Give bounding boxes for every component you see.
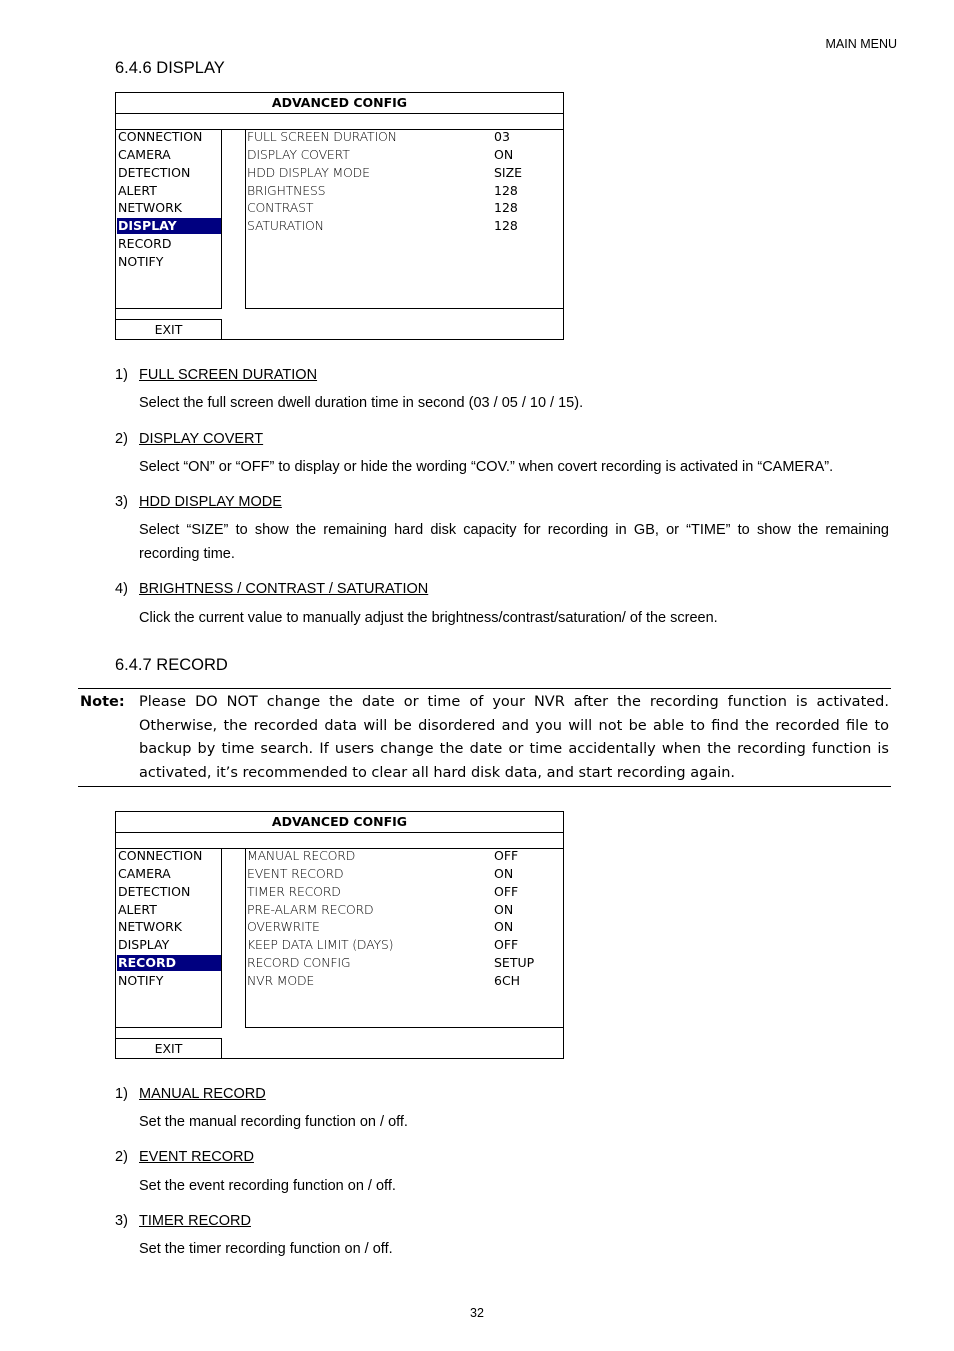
item-description: Select “SIZE” to show the remaining hard disk capacity for recording in GB, or “TIME” to show the remaining recording time. [139, 522, 889, 562]
menu-item-record[interactable]: RECORD [117, 955, 221, 971]
section-title-display: 6.4.6 DISPLAY [115, 59, 225, 77]
item-title: TIMER RECORD [139, 1213, 251, 1229]
config-menu [116, 129, 222, 309]
item-number: 2) [115, 431, 128, 447]
item-title: FULL SCREEN DURATION [139, 367, 318, 383]
menu-item-network[interactable]: NETWORK [118, 919, 182, 934]
item-description: Set the manual recording function on / off. [139, 1114, 408, 1130]
note-label: Note: [80, 694, 125, 710]
running-header: MAIN MENU [825, 37, 897, 51]
option-value[interactable]: ON [494, 866, 514, 881]
item-title: EVENT RECORD [139, 1149, 254, 1165]
menu-item-record[interactable]: RECORD [118, 236, 172, 251]
option-value[interactable]: OFF [494, 937, 519, 952]
menu-item-notify[interactable]: NOTIFY [118, 254, 164, 269]
option-label: KEEP DATA LIMIT (DAYS) [247, 937, 394, 952]
menu-item-connection[interactable]: CONNECTION [118, 848, 203, 863]
item-title: DISPLAY COVERT [139, 431, 264, 447]
section-title-record: 6.4.7 RECORD [115, 656, 228, 674]
option-label: SATURATION [247, 218, 324, 233]
menu-item-detection[interactable]: DETECTION [118, 884, 191, 899]
menu-item-alert[interactable]: ALERT [118, 183, 157, 198]
item-description: Set the event recording function on / off. [139, 1178, 396, 1194]
option-label: TIMER RECORD [247, 884, 341, 899]
menu-item-display[interactable]: DISPLAY [118, 937, 170, 952]
menu-item-notify[interactable]: NOTIFY [118, 973, 164, 988]
item-number: 3) [115, 494, 128, 510]
config-title: ADVANCED CONFIG [116, 93, 563, 114]
record-config-screenshot [115, 811, 564, 1059]
menu-item-connection[interactable]: CONNECTION [118, 129, 203, 144]
exit-button[interactable]: EXIT [116, 1038, 222, 1058]
item-title: MANUAL RECORD [139, 1086, 266, 1102]
item-number: 4) [115, 581, 128, 597]
option-value[interactable]: 128 [494, 183, 518, 198]
note-text: Please DO NOT change the date or time of your NVR after the recording function is activated. Otherwise, the recorded data will be disordered and you will not be able to find the recorded file to backup by time search. If users change the date or time accidentally when the recording function is activated, it’s recommended to clear all hard disk data, and start recording again. [139, 694, 889, 781]
option-value[interactable]: OFF [494, 884, 519, 899]
option-label: MANUAL RECORD [247, 848, 356, 863]
option-value[interactable]: 6CH [494, 973, 521, 988]
option-label: PRE-ALARM RECORD [247, 902, 374, 917]
item-number: 3) [115, 1213, 128, 1229]
menu-item-camera[interactable]: CAMERA [118, 866, 171, 881]
option-label: EVENT RECORD [247, 866, 344, 881]
option-value[interactable]: SETUP [494, 955, 535, 970]
item-number: 2) [115, 1149, 128, 1165]
option-label: OVERWRITE [247, 919, 320, 934]
display-config-screenshot [115, 92, 564, 340]
option-value[interactable]: ON [494, 147, 514, 162]
option-label: NVR MODE [247, 973, 315, 988]
item-description: Select the full screen dwell duration time in second (03 / 05 / 10 / 15). [139, 395, 584, 411]
option-label: BRIGHTNESS [247, 183, 326, 198]
option-value[interactable]: SIZE [494, 165, 523, 180]
config-title: ADVANCED CONFIG [116, 812, 563, 833]
config-options [245, 129, 563, 309]
item-description: Select “ON” or “OFF” to display or hide the wording “COV.” when covert recording is activated in “CAMERA”. [139, 459, 834, 475]
option-value[interactable]: ON [494, 919, 514, 934]
option-label: HDD DISPLAY MODE [247, 165, 370, 180]
menu-item-display[interactable]: DISPLAY [117, 218, 221, 234]
option-value[interactable]: 128 [494, 218, 518, 233]
option-value[interactable]: 128 [494, 200, 518, 215]
menu-item-detection[interactable]: DETECTION [118, 165, 191, 180]
menu-item-alert[interactable]: ALERT [118, 902, 157, 917]
option-value[interactable]: 03 [494, 129, 510, 144]
config-menu [116, 848, 222, 1028]
exit-button[interactable]: EXIT [116, 319, 222, 339]
page-number: 32 [470, 1306, 484, 1320]
menu-item-network[interactable]: NETWORK [118, 200, 182, 215]
item-number: 1) [115, 1086, 128, 1102]
config-options [245, 848, 563, 1028]
item-description: Click the current value to manually adjust the brightness/contrast/saturation/ of the screen. [139, 610, 718, 626]
option-label: FULL SCREEN DURATION [247, 129, 397, 144]
note-box [78, 688, 891, 787]
item-title: HDD DISPLAY MODE [139, 494, 282, 510]
item-number: 1) [115, 367, 128, 383]
item-title: BRIGHTNESS / CONTRAST / SATURATION [139, 581, 429, 597]
item-description: Set the timer recording function on / off. [139, 1241, 393, 1257]
menu-item-camera[interactable]: CAMERA [118, 147, 171, 162]
option-label: RECORD CONFIG [247, 955, 351, 970]
option-value[interactable]: OFF [494, 848, 519, 863]
option-label: DISPLAY COVERT [247, 147, 350, 162]
option-value[interactable]: ON [494, 902, 514, 917]
option-label: CONTRAST [247, 200, 314, 215]
